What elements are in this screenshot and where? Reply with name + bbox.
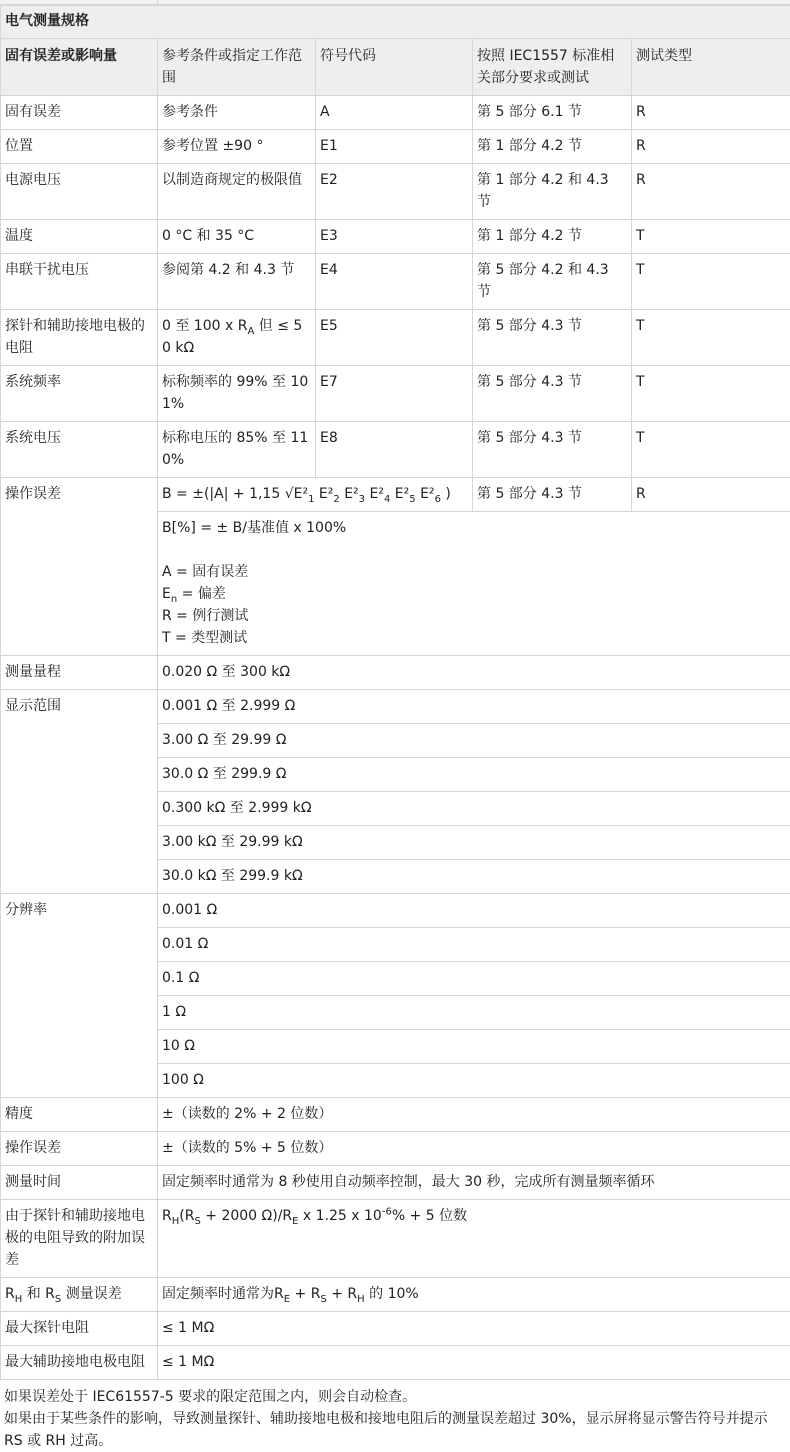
table-cell: E4 xyxy=(316,254,473,310)
definition-line: A = 固有误差 xyxy=(162,561,786,583)
table-cell: 0.300 kΩ 至 2.999 kΩ xyxy=(158,792,790,826)
text-run: E² xyxy=(416,486,435,502)
formula-cell xyxy=(158,478,473,512)
table-cell: E7 xyxy=(316,366,473,422)
table-row xyxy=(1,1312,790,1346)
text-run: 固定频率时通常为R xyxy=(162,1286,284,1302)
footnote xyxy=(0,1380,790,1452)
table-cell: 标称频率的 99% 至 101% xyxy=(158,366,316,422)
table-cell: 系统频率 xyxy=(1,366,158,422)
table-cell: 第 5 部分 4.3 节 xyxy=(473,422,632,478)
table-cell: R xyxy=(632,96,790,130)
percent-formula: B[%] = ± B/基准值 x 100% xyxy=(162,517,786,539)
text-run: (R xyxy=(179,1208,194,1224)
table-cell: ≤ 1 MΩ xyxy=(158,1312,790,1346)
subscript: 6 xyxy=(435,494,441,505)
table-cell: 第 5 部分 4.3 节 xyxy=(473,478,632,512)
subscript: H xyxy=(172,1216,180,1227)
table-cell: 参考条件 xyxy=(158,96,316,130)
spacer xyxy=(162,539,786,561)
subscript: S xyxy=(55,1294,61,1305)
table-cell: 标称电压的 85% 至 110% xyxy=(158,422,316,478)
table-row xyxy=(1,254,790,310)
table-title-row xyxy=(1,6,790,39)
table-cell: A xyxy=(316,96,473,130)
table-cell: E1 xyxy=(316,130,473,164)
table-title: 电气测量规格 xyxy=(1,6,790,39)
table-row xyxy=(1,366,790,422)
table-header-row xyxy=(1,39,790,96)
subscript: H xyxy=(15,1294,23,1305)
table-cell: R xyxy=(632,164,790,220)
table-cell: 0 °C 和 35 °C xyxy=(158,220,316,254)
text-run: 0 至 100 x R xyxy=(162,318,247,334)
table-cell: 电源电压 xyxy=(1,164,158,220)
spec-table xyxy=(0,5,790,1380)
table-cell: ±（读数的 5% + 5 位数） xyxy=(158,1132,790,1166)
table-cell: 第 1 部分 4.2 节 xyxy=(473,130,632,164)
subscript: 4 xyxy=(384,494,390,505)
table-cell: 第 5 部分 4.3 节 xyxy=(473,310,632,366)
text-run: % + 5 位数 xyxy=(392,1208,467,1224)
table-row xyxy=(1,478,790,512)
table-cell: 第 5 部分 4.2 和 4.3 节 xyxy=(473,254,632,310)
table-cell: 3.00 Ω 至 29.99 Ω xyxy=(158,724,790,758)
definitions-cell xyxy=(158,512,790,656)
text-run: = 偏差 xyxy=(177,586,226,602)
table-cell: 串联干扰电压 xyxy=(1,254,158,310)
definition-line: T = 类型测试 xyxy=(162,627,786,649)
table-cell: 温度 xyxy=(1,220,158,254)
table-row xyxy=(1,164,790,220)
table-cell: 测量量程 xyxy=(1,656,158,690)
text-run: + R xyxy=(327,1286,357,1302)
text-run: x 1.25 x 10 xyxy=(298,1208,381,1224)
table-cell: R xyxy=(632,130,790,164)
table-cell: 操作误差 xyxy=(1,1132,158,1166)
text-run: E² xyxy=(314,486,333,502)
table-cell: ±（读数的 2% + 2 位数） xyxy=(158,1098,790,1132)
table-cell: 0.1 Ω xyxy=(158,962,790,996)
table-cell: 以制造商规定的极限值 xyxy=(158,164,316,220)
table-cell: E5 xyxy=(316,310,473,366)
superscript: -6 xyxy=(382,1206,392,1217)
text-run: + R xyxy=(290,1286,320,1302)
table-cell: 分辨率 xyxy=(1,894,158,1098)
subscript: 2 xyxy=(333,494,339,505)
table-cell: 0.001 Ω xyxy=(158,894,790,928)
table-row xyxy=(1,1200,790,1278)
text-run: R xyxy=(5,1286,15,1302)
table-row xyxy=(1,310,790,366)
table-row xyxy=(1,1346,790,1380)
table-cell: 30.0 kΩ 至 299.9 kΩ xyxy=(158,860,790,894)
definition-line: R = 例行测试 xyxy=(162,605,786,627)
table-cell: 0.020 Ω 至 300 kΩ xyxy=(158,656,790,690)
table-cell: 10 Ω xyxy=(158,1030,790,1064)
table-cell: 显示范围 xyxy=(1,690,158,894)
table-cell: E3 xyxy=(316,220,473,254)
table-row xyxy=(1,690,790,724)
text-run: E² xyxy=(365,486,384,502)
table-cell: T xyxy=(632,310,790,366)
text-run: E xyxy=(162,586,171,602)
subscript: S xyxy=(320,1294,326,1305)
subscript: 5 xyxy=(409,494,415,505)
table-cell: T xyxy=(632,220,790,254)
table-cell: 第 5 部分 6.1 节 xyxy=(473,96,632,130)
table-row xyxy=(1,656,790,690)
text-run: 的 10% xyxy=(365,1286,419,1302)
header-cell: 按照 IEC1557 标准相关部分要求或测试 xyxy=(473,39,632,96)
table-cell: R xyxy=(632,478,790,512)
table-cell: 0.001 Ω 至 2.999 Ω xyxy=(158,690,790,724)
table-cell: 1 Ω xyxy=(158,996,790,1030)
table-cell: T xyxy=(632,366,790,422)
table-cell: ≤ 1 MΩ xyxy=(158,1346,790,1380)
table-cell: 精度 xyxy=(1,1098,158,1132)
table-cell: 30.0 Ω 至 299.9 Ω xyxy=(158,758,790,792)
table-row xyxy=(1,1278,790,1312)
subscript: n xyxy=(171,594,177,605)
table-cell: E8 xyxy=(316,422,473,478)
table-row xyxy=(1,96,790,130)
subscript: H xyxy=(357,1294,365,1305)
header-cell: 符号代码 xyxy=(316,39,473,96)
table-row xyxy=(1,220,790,254)
table-cell xyxy=(158,1278,790,1312)
footnote-line: 如果误差处于 IEC61557-5 要求的限定范围之内，则会自动检查。 xyxy=(4,1386,786,1408)
text-run: E² xyxy=(340,486,359,502)
table-cell: 操作误差 xyxy=(1,478,158,656)
table-cell xyxy=(158,310,316,366)
table-cell: 固定频率时通常为 8 秒使用自动频率控制，最大 30 秒，完成所有测量频率循环 xyxy=(158,1166,790,1200)
header-cell: 参考条件或指定工作范围 xyxy=(158,39,316,96)
definition-line xyxy=(162,583,786,605)
subscript: 3 xyxy=(359,494,365,505)
table-cell: 探针和辅助接地电极的电阻 xyxy=(1,310,158,366)
table-cell: 0.01 Ω xyxy=(158,928,790,962)
table-cell: 固有误差 xyxy=(1,96,158,130)
table-row xyxy=(1,1166,790,1200)
table-cell: T xyxy=(632,422,790,478)
subscript: A xyxy=(247,326,254,337)
subscript: E xyxy=(284,1294,290,1305)
text-run: R xyxy=(162,1208,172,1224)
table-cell: 系统电压 xyxy=(1,422,158,478)
formula-cell xyxy=(158,1200,790,1278)
text-run: B = ±(|A| + 1,15 √E² xyxy=(162,486,308,502)
header-cell: 固有误差或影响量 xyxy=(1,39,158,96)
table-row xyxy=(1,1132,790,1166)
text-run: 和 R xyxy=(22,1286,55,1302)
top-strip xyxy=(0,0,790,5)
table-row xyxy=(1,1098,790,1132)
table-cell: 位置 xyxy=(1,130,158,164)
table-row xyxy=(1,130,790,164)
table-cell: 参阅第 4.2 和 4.3 节 xyxy=(158,254,316,310)
text-run: 测量误差 xyxy=(61,1286,121,1302)
table-cell: 3.00 kΩ 至 29.99 kΩ xyxy=(158,826,790,860)
footnote-line: 如果由于某些条件的影响，导致测量探针、辅助接地电极和接地电阻后的测量误差超过 30%，显示屏将显示警告符号并提示 RS 或 RH 过高。 xyxy=(4,1408,786,1452)
text-run: + 2000 Ω)/R xyxy=(201,1208,292,1224)
table-cell: 最大探针电阻 xyxy=(1,1312,158,1346)
text-run: 但 ≤ 50 kΩ xyxy=(162,318,302,356)
text-run: ) xyxy=(441,486,451,502)
table-cell: 第 1 部分 4.2 和 4.3 节 xyxy=(473,164,632,220)
table-row xyxy=(1,894,790,928)
table-cell: 第 5 部分 4.3 节 xyxy=(473,366,632,422)
table-cell: 测量时间 xyxy=(1,1166,158,1200)
table-cell: 最大辅助接地电极电阻 xyxy=(1,1346,158,1380)
subscript: 1 xyxy=(308,494,314,505)
table-cell: 100 Ω xyxy=(158,1064,790,1098)
header-cell: 测试类型 xyxy=(632,39,790,96)
table-cell: 参考位置 ±90 ° xyxy=(158,130,316,164)
table-cell: T xyxy=(632,254,790,310)
table-cell: E2 xyxy=(316,164,473,220)
table-cell xyxy=(1,1278,158,1312)
subscript: S xyxy=(194,1216,200,1227)
text-run: E² xyxy=(390,486,409,502)
subscript: E xyxy=(292,1216,298,1227)
table-row xyxy=(1,422,790,478)
table-cell: 由于探针和辅助接地电极的电阻导致的附加误差 xyxy=(1,1200,158,1278)
table-cell: 第 1 部分 4.2 节 xyxy=(473,220,632,254)
